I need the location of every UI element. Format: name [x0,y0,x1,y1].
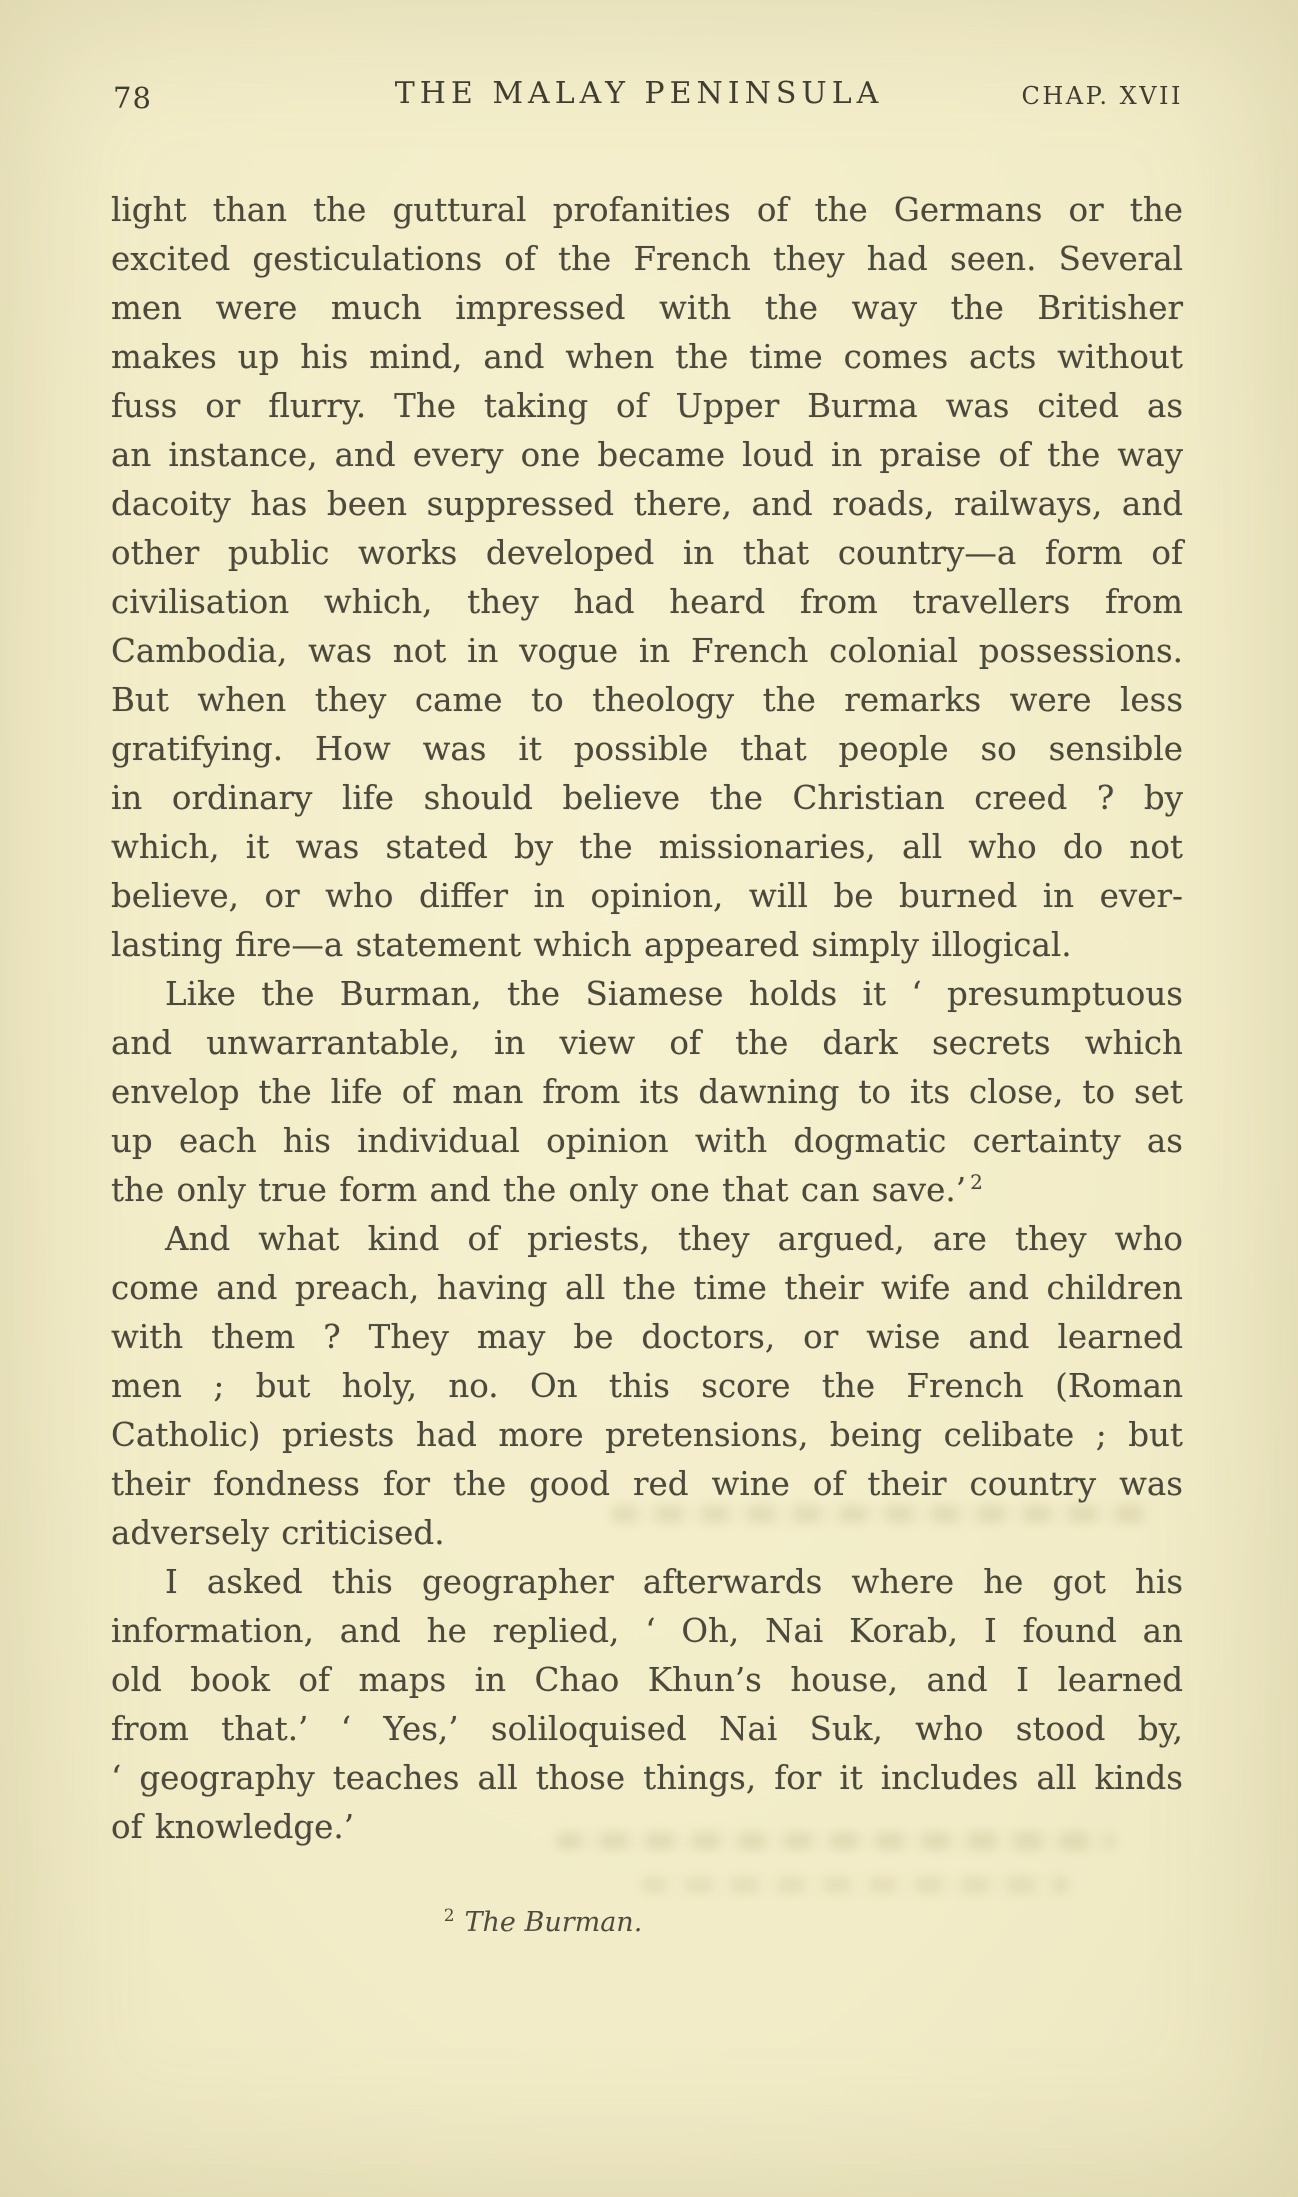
text-line: other public works developed in that country—a form of [111,534,1183,572]
paragraph [111,970,1183,1215]
text-line: But when they came to theology the remarks were less [111,681,1183,719]
body-text [111,186,1183,1852]
chapter-label: CHAP. XVII [1021,82,1183,110]
text-line: light than the guttural profanities of the Germans or the [111,191,1183,229]
page-content [111,74,1183,1938]
text-line: from that.’ ‘ Yes,’ soliloquised Nai Suk, who stood by, [111,1710,1183,1748]
text-line: lasting fire—a statement which appeared simply illogical. [111,926,1072,964]
footnote [7,1906,1079,1938]
text-line: up each his individual opinion with dogmatic certainty as [111,1122,1183,1160]
text-line: Catholic) priests had more pretensions, being celibate ; but [111,1416,1183,1454]
text-line: gratifying. How was it possible that people so sensible [111,730,1183,768]
text-line [111,1166,1183,1215]
text-line: I asked this geographer afterwards where he got his [165,1563,1183,1601]
text-line: And what kind of priests, they argued, are they who [165,1220,1183,1258]
text-line: fuss or flurry. The taking of Upper Burma was cited as [111,387,1183,425]
text-line: which, it was stated by the missionaries, all who do not [111,828,1183,866]
paragraph [111,1558,1183,1852]
text-line: civilisation which, they had heard from travellers from [111,583,1183,621]
text-line: believe, or who differ in opinion, will be burned in ever- [111,877,1183,915]
text-line: come and preach, having all the time their wife and children [111,1269,1183,1307]
text-line: information, and he replied, ‘ Oh, Nai Korab, I found an [111,1612,1183,1650]
footnote-reference: 2 [970,1170,983,1195]
text-line: makes up his mind, and when the time comes acts without [111,338,1183,376]
text-line: men were much impressed with the way the Britisher [111,289,1183,327]
text-line: with them ? They may be doctors, or wise and learned [111,1318,1183,1356]
text-line: adversely criticised. [111,1514,445,1552]
footnote-marker: 2 [443,1906,455,1926]
paragraph [111,1215,1183,1558]
text-line: an instance, and every one became loud in praise of the way [111,436,1183,474]
text-line: Cambodia, was not in vogue in French colonial possessions. [111,632,1183,670]
text-line: men ; but holy, no. On this score the French (Roman [111,1367,1183,1405]
page-number: 78 [113,81,152,115]
paragraph [111,186,1183,970]
book-title: THE MALAY PENINSULA [394,76,884,111]
text-line: envelop the life of man from its dawning to its close, to set [111,1073,1183,1111]
text-line: excited gesticulations of the French they had seen. Several [111,240,1183,278]
text-line: Like the Burman, the Siamese holds it ‘ presumptuous [165,975,1183,1013]
text-line: dacoity has been suppressed there, and roads, railways, and [111,485,1183,523]
text-line: and unwarrantable, in view of the dark secrets which [111,1024,1183,1062]
text-line-fragment: the only true form and the only one that can save.’ [111,1171,967,1209]
text-line: of knowledge.’ [111,1808,355,1846]
text-line: ‘ geography teaches all those things, for it includes all kinds [111,1759,1183,1797]
text-line: their fondness for the good red wine of their country was [111,1465,1183,1503]
text-line: old book of maps in Chao Khun’s house, and I learned [111,1661,1183,1699]
running-header [111,74,1183,116]
text-line: in ordinary life should believe the Christian creed ? by [111,779,1183,817]
footnote-text: The Burman. [464,1907,643,1938]
